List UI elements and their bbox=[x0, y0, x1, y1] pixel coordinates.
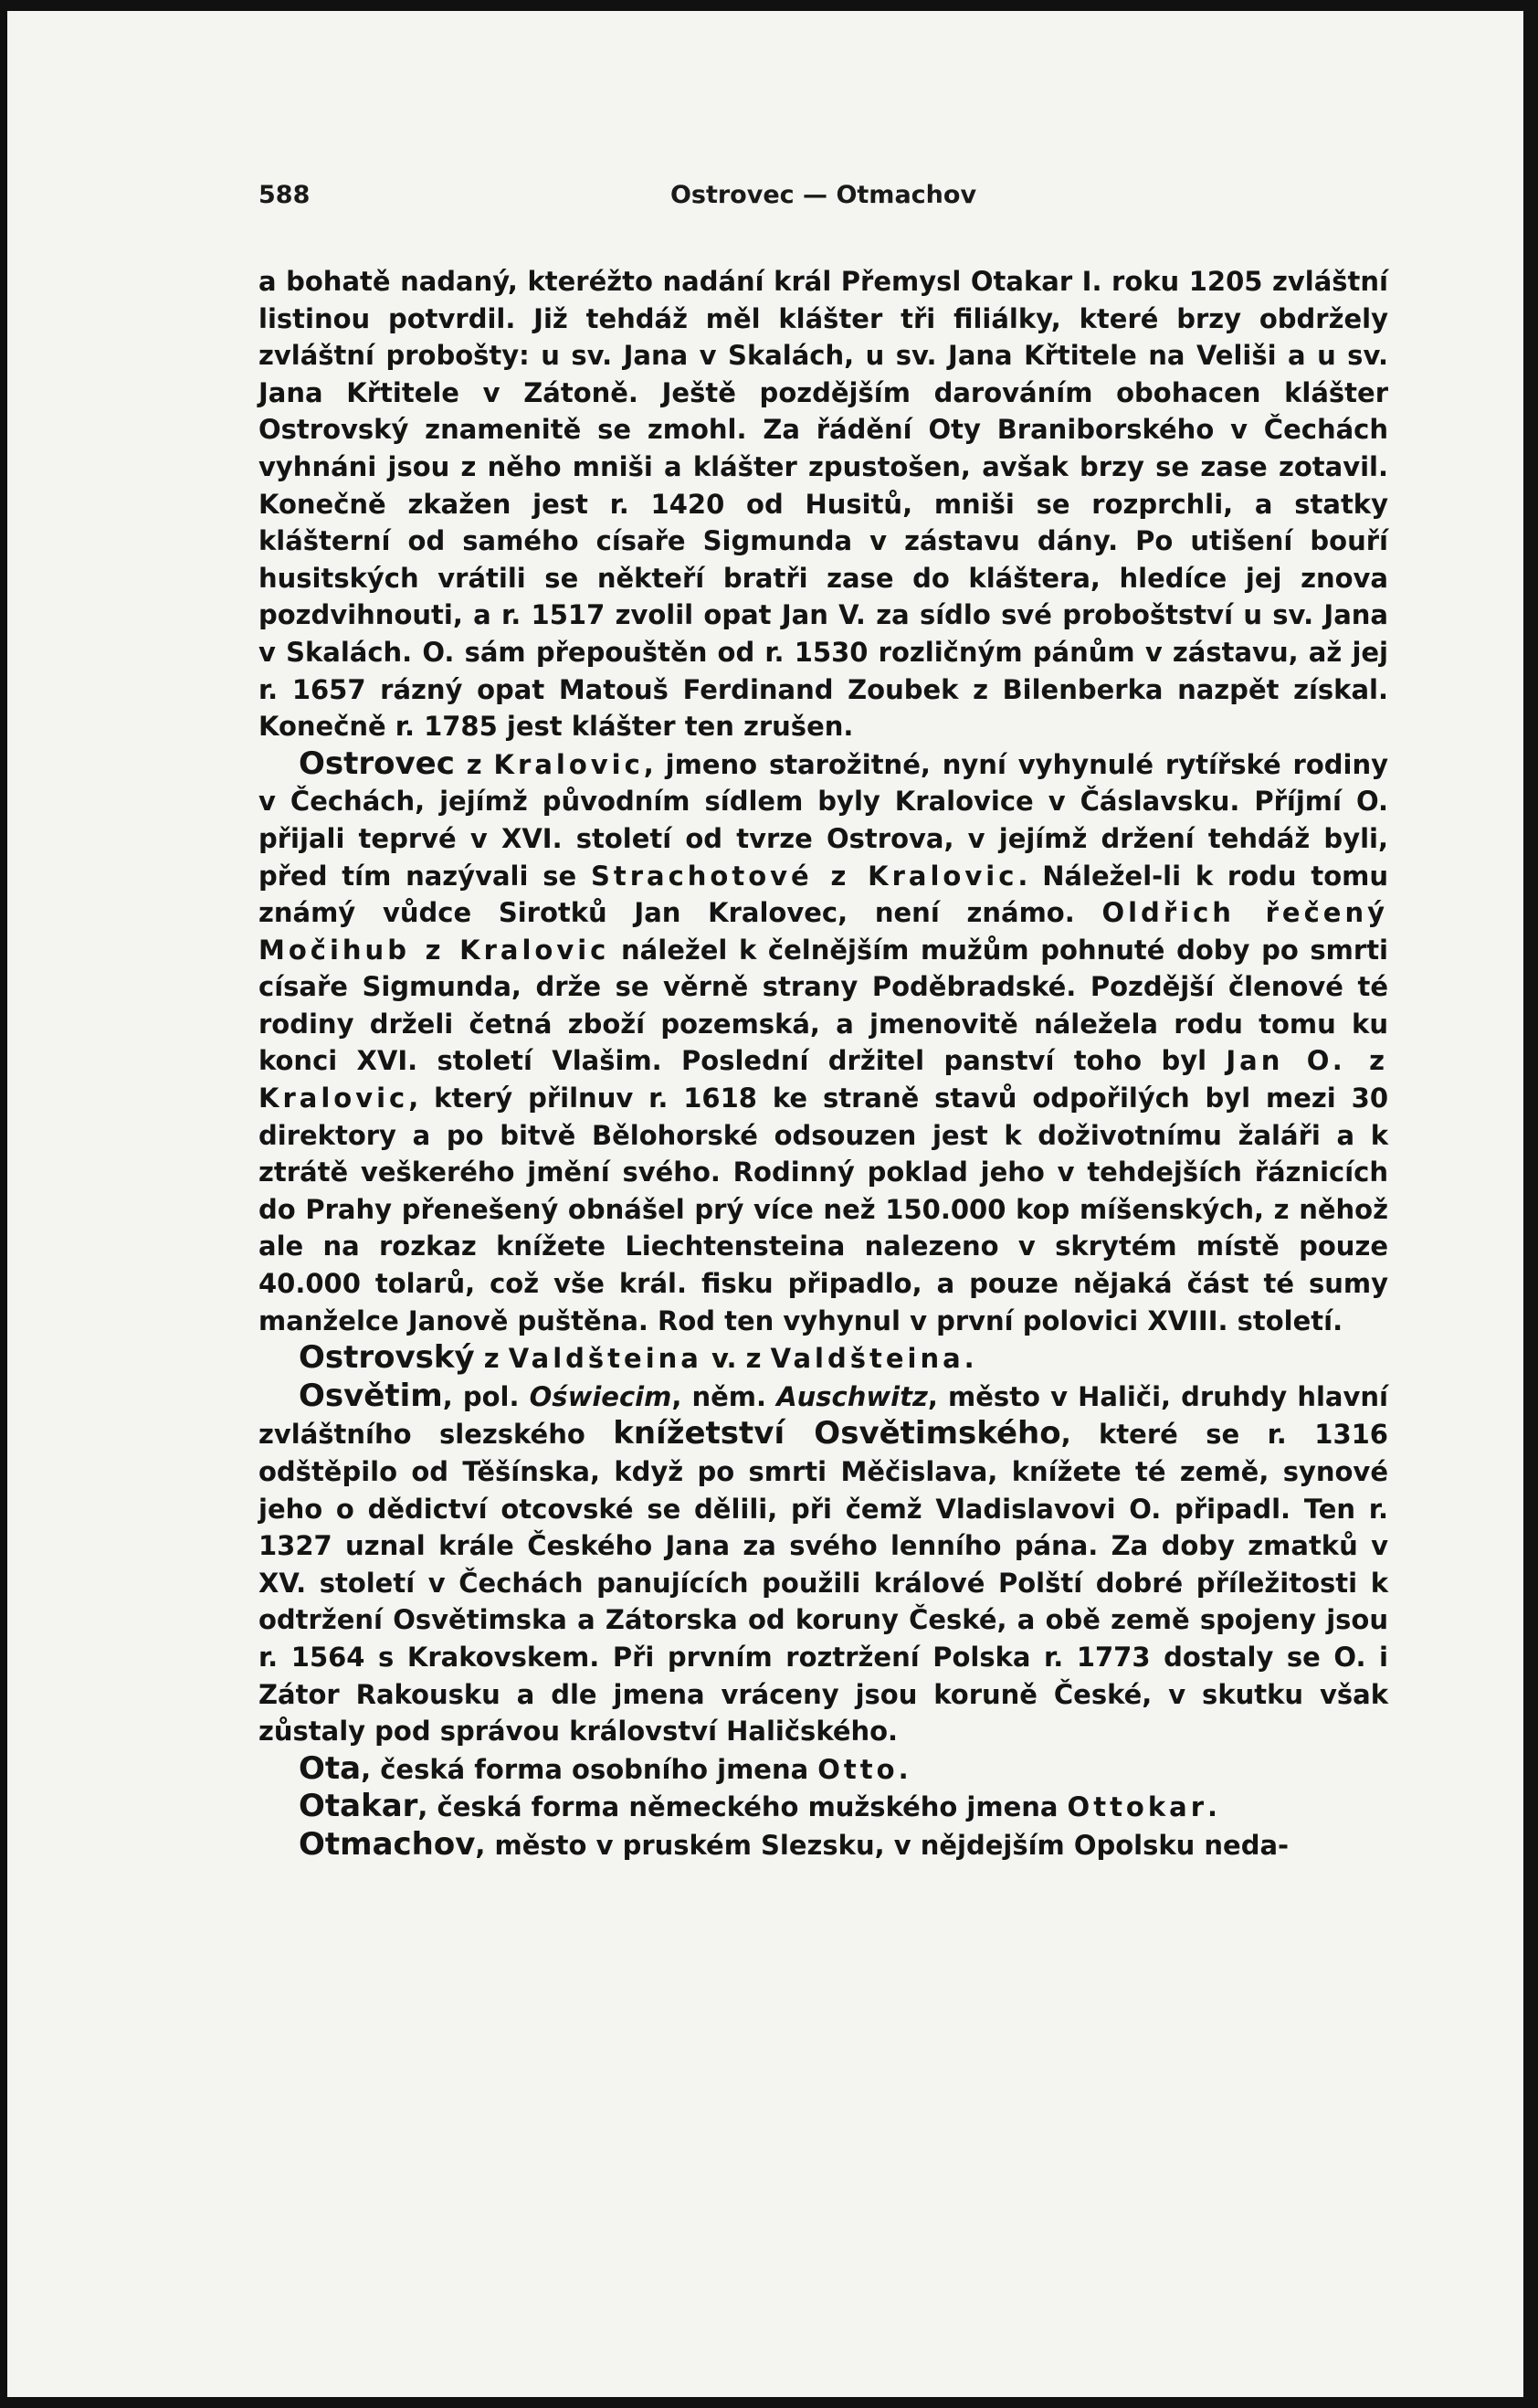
entry-text: z bbox=[454, 748, 494, 780]
entry-text: a bohatě nadaný, kteréžto nadání král Přemysl Otakar I. roku 1205 zvláštní listinou potvrdil. Již tehdáž měl klášter tři filiálky, které brzy obdržely zvláštní probošty: u sv. Jana v Skalách, u sv. Jana Křtitele na Veliši a u sv. Jana Křtitele v Zátoně. Ještě pozdějším darováním obohacen klášter Ostrovský znamenitě se zmohl. Za řádění Oty Braniborského v Čechách vyhnáni jsou z něho mniši a klášter zpustošen, avšak brzy se zase zotavil. Konečně zkažen jest r. 1420 od Husitů, mniši se rozprchli, a statky klášterní od samého císaře Sigmunda v zástavu dány. Po utišení bouří husitských vrátili se někteří bratři zase do kláštera, hledíce jej znova pozdvihnouti, a r. 1517 zvolil opat Jan V. za sídlo své proboštství u sv. Jana v Skalách. O. sám přepouštěn od r. 1530 rozličným pánům v zástavu, až jej r. 1657 rázný opat Matouš Ferdinand Zoubek z Bilenberka nazpět získal. Konečně r. 1785 jest klášter ten zrušen. bbox=[258, 266, 1388, 743]
entry-text: , pol. bbox=[442, 1380, 530, 1412]
entry-ota bbox=[258, 1750, 1388, 1789]
italic-name: Auschwitz bbox=[776, 1380, 928, 1412]
entry-text: , něm. bbox=[671, 1380, 777, 1412]
entry-osvetim bbox=[258, 1378, 1388, 1750]
page-number: 588 bbox=[258, 181, 311, 209]
entry-text: , česká forma osobního jmena bbox=[361, 1753, 818, 1785]
spaced-name: Valdšteina bbox=[508, 1343, 702, 1375]
entry-ostrovec bbox=[258, 745, 1388, 1340]
entry-text: . Náležel-li k rodu tomu známý vůdce Sirotků Jan Kralovec, není známo. bbox=[258, 860, 1388, 929]
spaced-name: Kralovic bbox=[493, 748, 644, 780]
entry-text: , město v Haliči, druhdy hlavní zvláštního slezského bbox=[258, 1380, 1388, 1451]
entry-ostrovsky bbox=[258, 1339, 1388, 1378]
headword: Ostrovský bbox=[299, 1339, 475, 1377]
entry-otmachov bbox=[258, 1826, 1388, 1864]
headword: Otmachov bbox=[299, 1825, 476, 1863]
spaced-name: Ottokar bbox=[1067, 1791, 1208, 1823]
spaced-name: Strachotové z Kralovic bbox=[590, 860, 1018, 892]
entry-text: . bbox=[898, 1753, 909, 1785]
headword: Osvětim bbox=[299, 1377, 443, 1414]
spaced-name: Otto bbox=[817, 1753, 899, 1785]
running-head: Ostrovec — Otmachov bbox=[669, 181, 977, 209]
italic-name: Oświecim bbox=[529, 1380, 672, 1412]
entry-text: , který přilnuv r. 1618 ke straně stavů odpořilých byl mezi 30 direktory a po bitvě Bělohorské odsouzen jest k doživotnímu žaláři a k ztrátě veškerého jmění svého. Rodinný poklad jeho v tehdejších řáznicích do Prahy přenešený obnášel prý více než 150.000 kop míšenských, z něhož ale na rozkaz knížete Liechtensteina nalezeno v skrytém místě pouze 40.000 tolarů, což vše král. fisku připadlo, a pouze nějaká část té sumy manželce Janově puštěna. Rod ten vyhynul v první polovici XVIII. století. bbox=[258, 1083, 1388, 1336]
page-body bbox=[258, 263, 1388, 1864]
headword: Ostrovec bbox=[299, 745, 455, 782]
entry-text: náležel k čelnějším mužům pohnuté doby po smrti císaře Sigmunda, drže se věrně strany Poděbradské. Pozdější členové té rodiny drželi četná zboží pozemská, a jmenovitě náležela rodu tomu ku konci XVI. století Vlašim. Poslední držitel panství toho byl bbox=[258, 934, 1388, 1077]
spaced-name: Jan O. z Kralovic bbox=[258, 1045, 1388, 1114]
entry-text: , jmeno starožitné, nyní vyhynulé rytířské rodiny v Čechách, jejímž původním sídlem byly Kralovice v Čáslavsku. Příjmí O. přijali teprvé v XVI. století od tvrze Ostrova, v jejímž držení tehdáž byli, před tím nazývali se bbox=[258, 748, 1388, 892]
entry-text: , česká forma německého mužského jmena bbox=[417, 1791, 1068, 1823]
entry-text: . bbox=[1207, 1791, 1218, 1823]
entry-text: , město v pruském Slezsku, v nějdejším Opolsku neda- bbox=[475, 1829, 1290, 1861]
spaced-name: Valdšteina. bbox=[770, 1343, 978, 1375]
entry-otakar bbox=[258, 1788, 1388, 1826]
entry-text: , které se r. 1316 odštěpilo od Těšínska, když po smrti Měčislava, knížete té země, synové jeho o dědictví otcovské se dělili, při čemž Vladislavovi O. připadl. Ten r. 1327 uznal krále Českého Jana za svého lenního pána. Za doby zmatků v XV. století v Čechách panujících použili králové Polští dobré příležitosti k odtržení Osvětimska a Zátorska od koruny České, a obě země spojeny jsou r. 1564 s Krakovskem. Při prvním roztržení Polska r. 1773 dostaly se O. i Zátor Rakousku a dle jmena vráceny jsou koruně České, v skutku však zůstaly pod správou království Haličského. bbox=[258, 1419, 1388, 1748]
spaced-name: Oldřich řečený Močihub z Kralovic bbox=[258, 897, 1389, 966]
entry-continuation bbox=[258, 263, 1388, 745]
headword: Ota bbox=[299, 1749, 362, 1787]
entry-text: z bbox=[474, 1343, 509, 1375]
headword: Otakar bbox=[299, 1788, 418, 1825]
emphasized-term: knížetství Osvětimského bbox=[613, 1415, 1061, 1452]
entry-text: v. z bbox=[701, 1343, 771, 1375]
